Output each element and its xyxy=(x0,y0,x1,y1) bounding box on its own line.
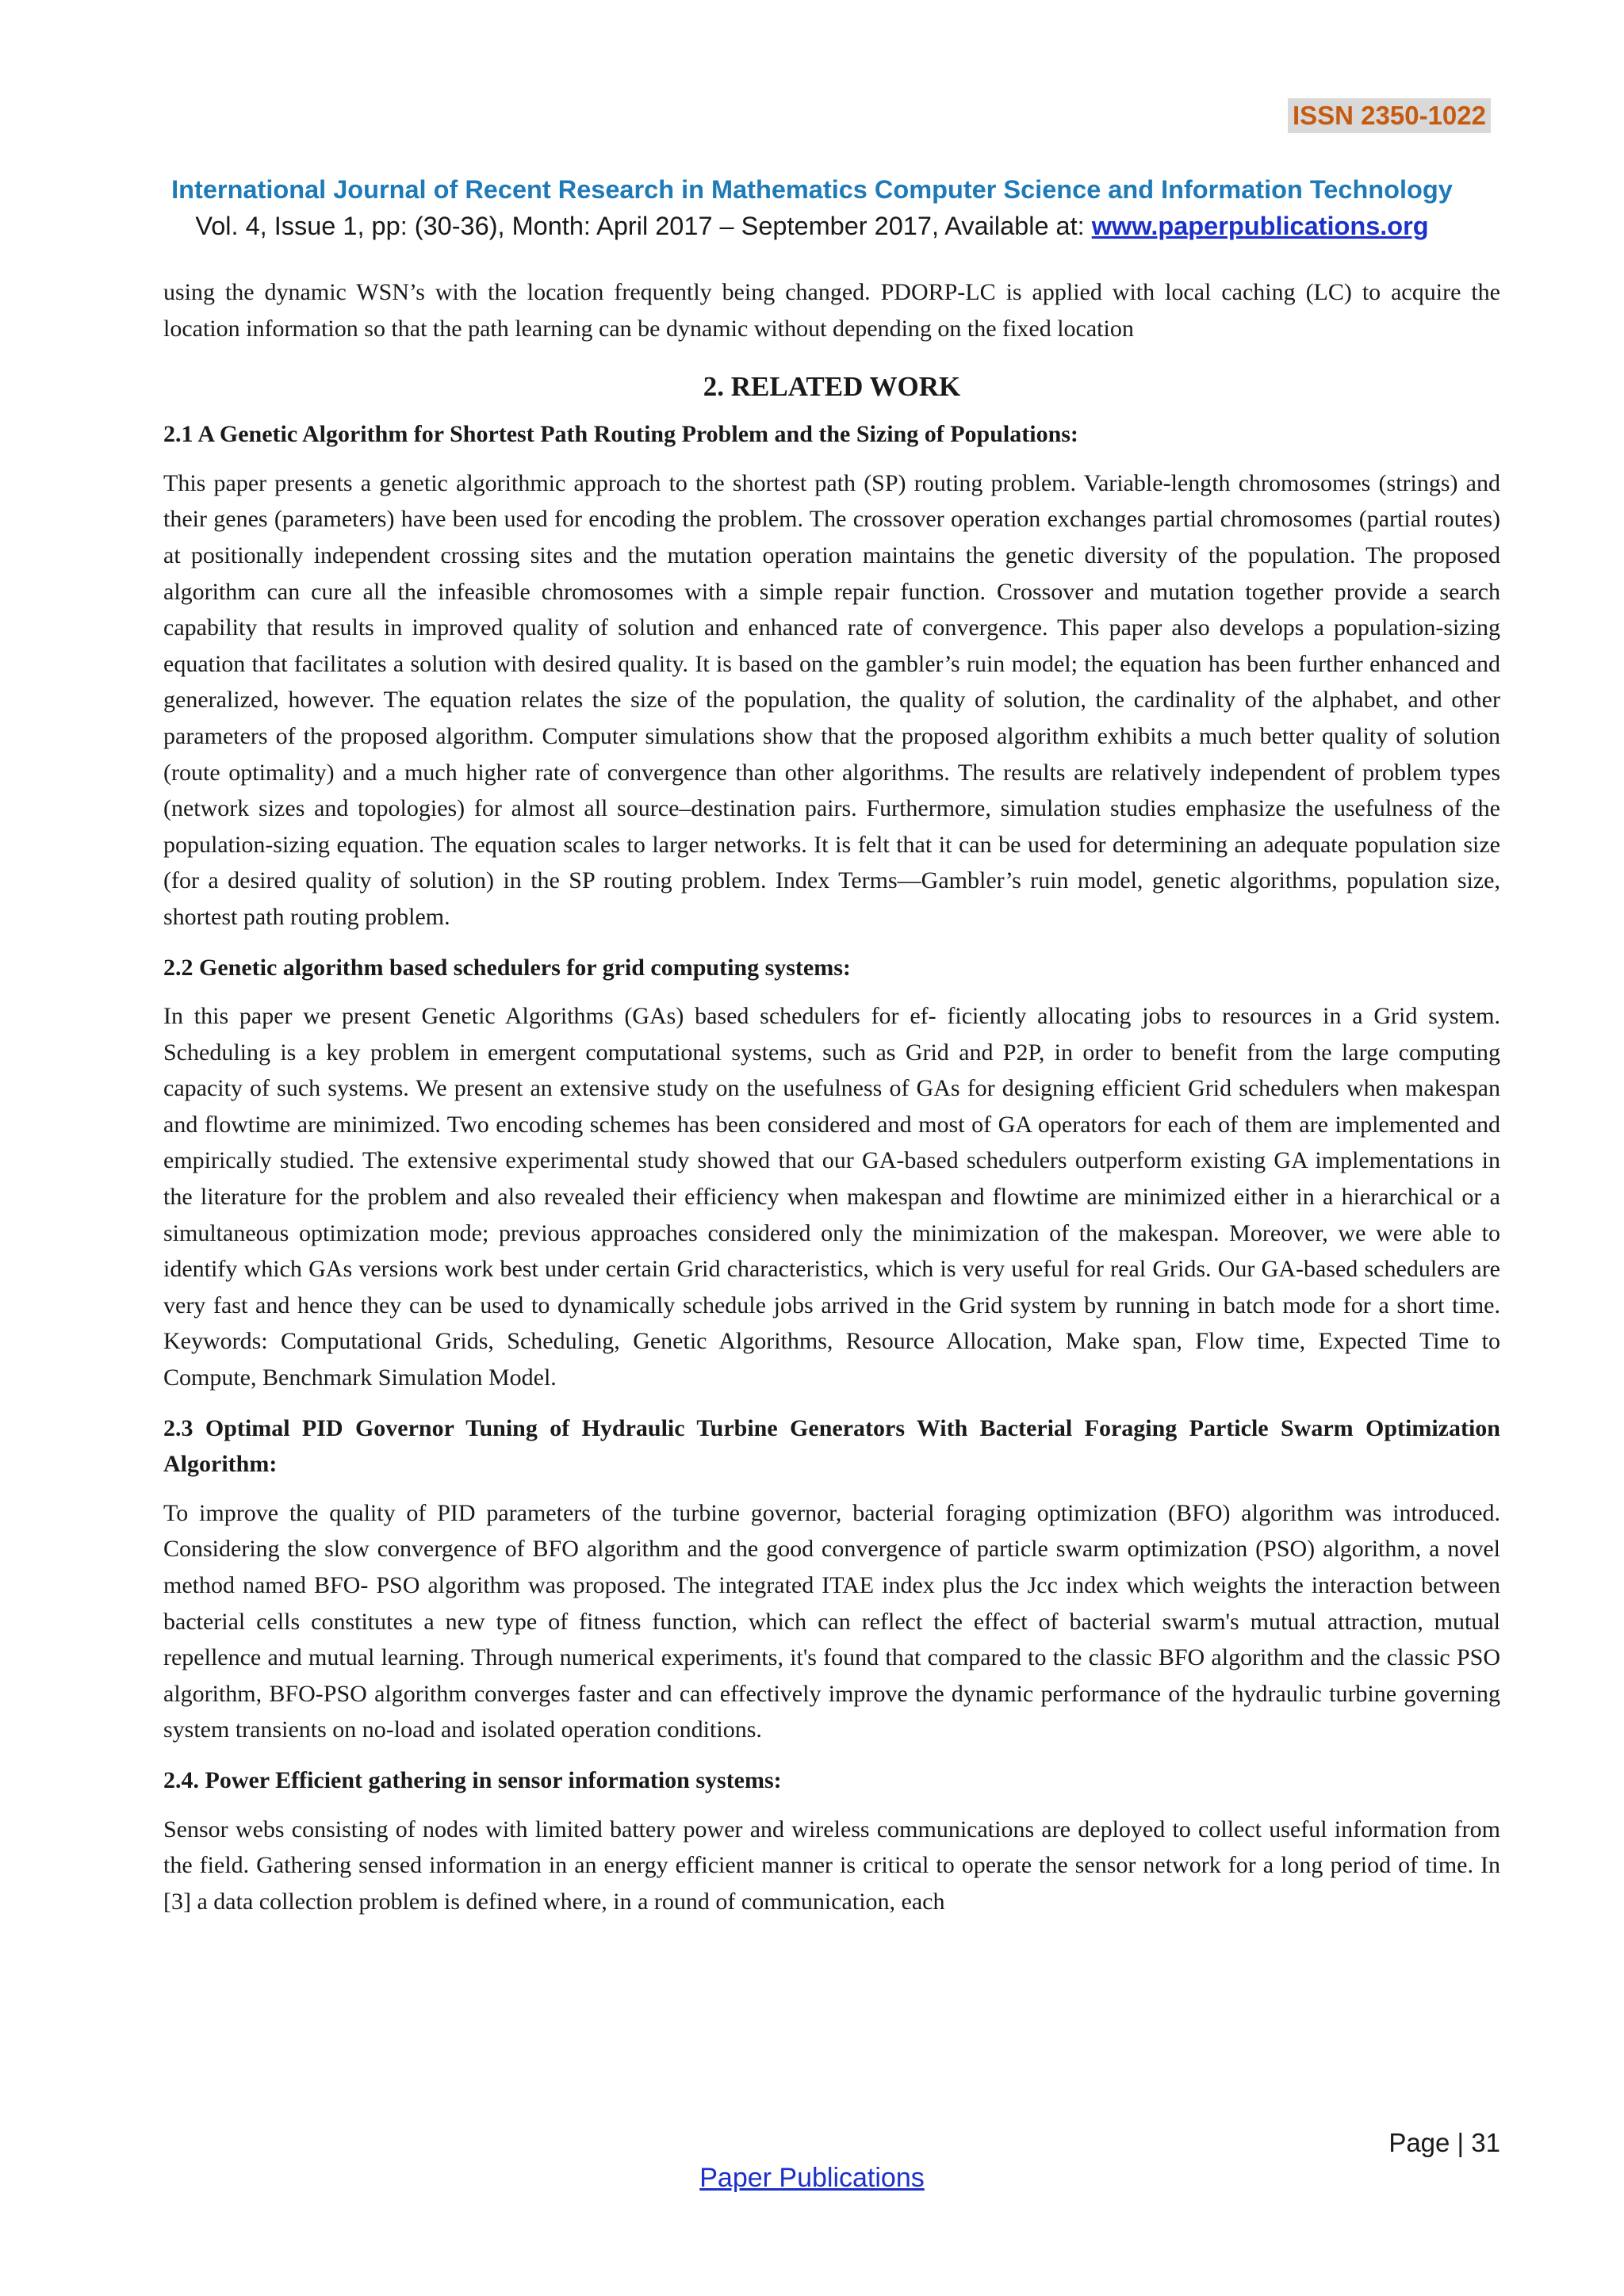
issn-label: ISSN 2350-1022 xyxy=(1288,98,1491,133)
journal-header xyxy=(119,171,1505,244)
publisher-link[interactable]: Paper Publications xyxy=(699,2163,925,2193)
page-number: Page | 31 xyxy=(1388,2128,1500,2157)
subsection-body-2-3: To improve the quality of PID parameters of the turbine governor, bacterial foraging optimization (BFO) algorithm was introduced. Considering the slow convergence of BFO algorithm and the good convergence of particle swarm optimization (PSO) algorithm, a novel method named BFO- PSO algorithm was proposed. The integrated ITAE index plus the Jcc index which weights the interaction between bacterial cells constitutes a new type of fitness function, which can reflect the effect of bacterial swarm's mutual attraction, mutual repellence and mutual learning. Through numerical experiments, it's found that compared to the classic BFO algorithm and the classic PSO algorithm, BFO-PSO algorithm converges faster and can effectively improve the dynamic performance of the hydraulic turbine governing system transients on no-load and isolated operation conditions. xyxy=(163,1499,1500,1743)
journal-title: International Journal of Recent Research in Mathematics Computer Science and Information Technology xyxy=(171,175,1453,204)
subsection-body-2-2: In this paper we present Genetic Algorithms (GAs) based schedulers for ef- ficiently allocating jobs to resources in a Grid system. Scheduling is a key problem in emergent computational systems, such as Grid and P2P, in order to benefit from the large computing capacity of such systems. We present an extensive study on the usefulness of GAs for designing efficient Grid schedulers when makespan and flowtime are minimized. Two encoding schemes has been considered and most of GA operators for each of them are implemented and empirically studied. The extensive experimental study showed that our GA-based schedulers outperform existing GA implementations in the literature for the problem and also revealed their efficiency when makespan and flowtime are minimized either in a hierarchical or a simultaneous optimization mode; previous approaches considered only the minimization of the makespan. Moreover, we were able to identify which GAs versions work best under certain Grid characteristics, which is very useful for real Grids. Our GA-based schedulers are very fast and hence they can be used to dynamically schedule jobs arrived in the Grid system by running in batch mode for a short time. Keywords: Computational Grids, Scheduling, Genetic Algorithms, Resource Allocation, Make span, Flow time, Expected Time to Compute, Benchmark Simulation Model. xyxy=(163,1003,1500,1391)
volume-info-line xyxy=(119,208,1505,244)
section-heading-related-work: 2. RELATED WORK xyxy=(703,371,961,403)
website-link[interactable]: www.paperpublications.org xyxy=(1091,212,1429,240)
page-content xyxy=(163,274,1500,1934)
footer xyxy=(0,2163,1624,2194)
subsection-heading-2-3: 2.3 Optimal PID Governor Tuning of Hydraulic Turbine Generators With Bacterial Foraging Particle Swarm Optimization Algorithm: xyxy=(163,1414,1500,1478)
volume-info: Vol. 4, Issue 1, pp: (30-36), Month: April 2017 – September 2017, Available at: xyxy=(195,212,1092,240)
subsection-body-2-1: This paper presents a genetic algorithmic approach to the shortest path (SP) routing problem. Variable-length chromosomes (strings) and their genes (parameters) have been used for encoding the problem. The crossover operation exchanges partial chromosomes (partial routes) at positionally independent crossing sites and the mutation operation maintains the genetic diversity of the population. The proposed algorithm can cure all the infeasible chromosomes with a simple repair function. Crossover and mutation together provide a search capability that results in improved quality of solution and enhanced rate of convergence. This paper also develops a population-sizing equation that facilitates a solution with desired quality. It is based on the gambler’s ruin model; the equation has been further enhanced and generalized, however. The equation relates the size of the population, the quality of solution, the cardinality of the alphabet, and other parameters of the proposed algorithm. Computer simulations show that the proposed algorithm exhibits a much better quality of solution (route optimality) and a much higher rate of convergence than other algorithms. The results are relatively independent of problem types (network sizes and topologies) for almost all source–destination pairs. Furthermore, simulation studies emphasize the usefulness of the population-sizing equation. The equation scales to larger networks. It is felt that it can be used for determining an adequate population size (for a desired quality of solution) in the SP routing problem. Index Terms—Gambler’s ruin model, genetic algorithms, population size, shortest path routing problem. xyxy=(163,469,1500,930)
subsection-heading-2-1: 2.1 A Genetic Algorithm for Shortest Path Routing Problem and the Sizing of Populations: xyxy=(163,421,1078,448)
subsection-body-2-4: Sensor webs consisting of nodes with limited battery power and wireless communications are deployed to collect useful information from the field. Gathering sensed information in an energy efficient manner is critical to operate the sensor network for a long period of time. In [3] a data collection problem is defined where, in a round of communication, each xyxy=(163,1816,1500,1915)
subsection-heading-2-2: 2.2 Genetic algorithm based schedulers for grid computing systems: xyxy=(163,954,851,981)
intro-paragraph: using the dynamic WSN’s with the location frequently being changed. PDORP-LC is applied with local caching (LC) to acquire the location information so that the path learning can be dynamic without depending on the fixed location xyxy=(163,279,1500,342)
subsection-heading-2-4: 2.4. Power Efficient gathering in sensor information systems: xyxy=(163,1766,782,1793)
